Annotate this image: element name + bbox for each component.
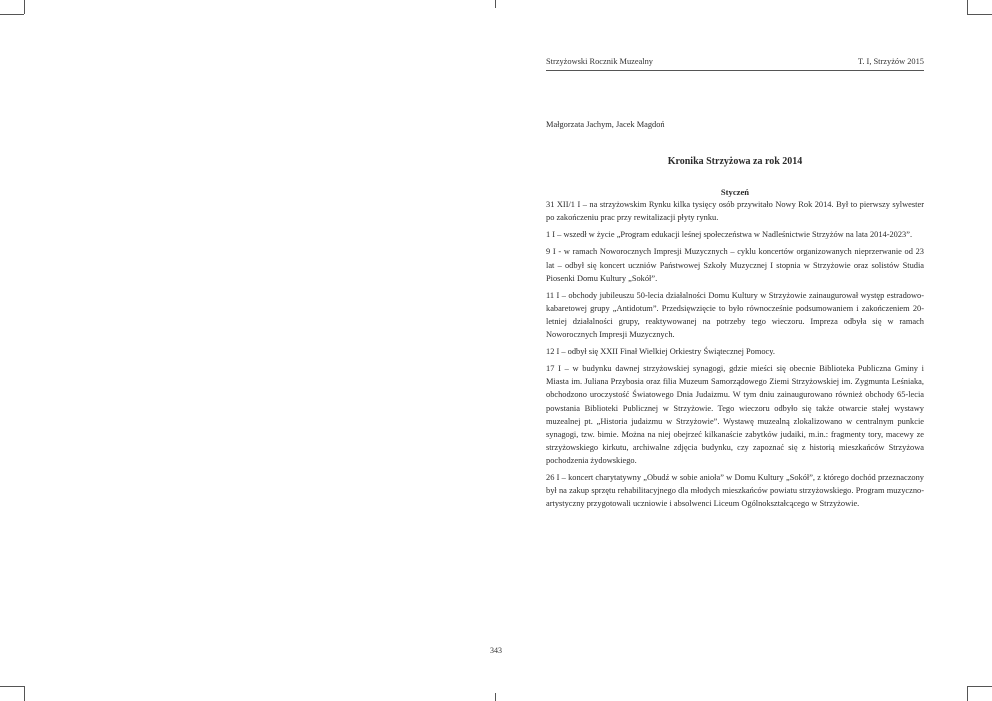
crop-mark-top-right-h bbox=[967, 14, 992, 15]
volume-info: T. I, Strzyżów 2015 bbox=[857, 57, 924, 66]
month-heading: Styczeń bbox=[720, 187, 750, 198]
chronicle-entry: 11 I – obchody jubileuszu 50-lecia działalności Domu Kultury w Strzyżowie zainaugurował występ estradowo-kabaretowej grupy „Antidotum”. Przedsięwzięcie to było równocześnie podsumowaniem i zakończeniem 20-letniej działalności grupy, reaktywowanej na potrzeby tego wieczoru. Impreza odbyła się w ramach Noworocznych Impresji Muzycznych. bbox=[546, 290, 924, 340]
chronicle-entry: 17 I – w budynku dawnej strzyżowskiej synagogi, gdzie mieści się obecnie Biblioteka Publiczna Gminy i Miasta im. Juliana Przybosia oraz filia Muzeum Samorządowego Ziemi Strzyżowskiej im. Zygmunta Leśniaka, obchodzono uroczystość Światowego Dnia Judaizmu. W tym dniu zainaugurowano również obchody 65-lecia powstania Biblioteki Publicznej w Strzyżowie. Tego wieczoru odbyło się także otwarcie stałej wystawy muzealnej pt. „Historia judaizmu w Strzyżowie”. Wystawę muzealną zlokalizowano w centralnym punkcie synagogi, tzw. bimie. Można na niej obejrzeć kilkanaście zabytków judaiki, m.in.: fragmenty tory, macewy ze strzyżowskiego kirkutu, archiwalne zdjęcia budynku, czy zapoznać się z historią mieszkańców Strzyżowa pochodzenia żydowskiego. bbox=[546, 364, 924, 465]
chronicle-entry: 31 XII/1 I – na strzyżowskim Rynku kilka tysięcy osób przywitało Nowy Rok 2014. Był to pierwszy sylwester po zakończeniu prac przy rewitalizacji płyty rynku. bbox=[546, 200, 924, 223]
article-title: Kronika Strzyżowa za rok 2014 bbox=[667, 156, 803, 168]
article-authors: Małgorzata Jachym, Jacek Magdoń bbox=[546, 120, 665, 129]
crop-mark-top-right-v bbox=[967, 0, 968, 14]
journal-name: Strzyżowski Rocznik Muzealny bbox=[546, 57, 653, 66]
crop-mark-bottom-center bbox=[495, 693, 496, 701]
crop-mark-top-center bbox=[495, 0, 496, 8]
crop-mark-bottom-right-h bbox=[967, 686, 992, 687]
crop-mark-top-left-h bbox=[0, 14, 24, 15]
crop-mark-bottom-left-h bbox=[0, 686, 24, 687]
crop-mark-bottom-right-v bbox=[967, 686, 968, 701]
chronicle-entry: 9 I - w ramach Noworocznych Impresji Muzycznych – cyklu koncertów organizowanych nieprzerwanie od 23 lat – odbył się koncert uczniów Państwowej Szkoły Muzycznej I stopnia w Strzyżowie oraz solistów Studia Piosenki Domu Kultury „Sokół”. bbox=[546, 247, 924, 283]
chronicle-entry: 26 I – koncert charytatywny „Obudź w sobie anioła” w Domu Kultury „Sokół”, z którego dochód przeznaczony był na zakup sprzętu rehabilitacyjnego dla młodych mieszkańców powiatu strzyżowskiego. Program muzyczno-artystyczny przygotowali uczniowie i absolwenci Liceum Ogólnokształcącego w Strzyżowie. bbox=[546, 472, 924, 509]
crop-mark-bottom-left-v bbox=[24, 686, 25, 701]
running-header bbox=[546, 57, 924, 71]
crop-mark-top-left-v bbox=[24, 0, 25, 14]
chronicle-entry: 12 I – odbył się XXII Finał Wielkiej Orkiestry Świątecznej Pomocy. bbox=[546, 347, 775, 357]
page-number: 343 bbox=[490, 646, 502, 655]
article-body bbox=[546, 118, 924, 514]
chronicle-entry: 1 I – wszedł w życie „Program edukacji leśnej społeczeństwa w Nadleśnictwie Strzyżów na lata 2014-2023”. bbox=[546, 230, 913, 240]
